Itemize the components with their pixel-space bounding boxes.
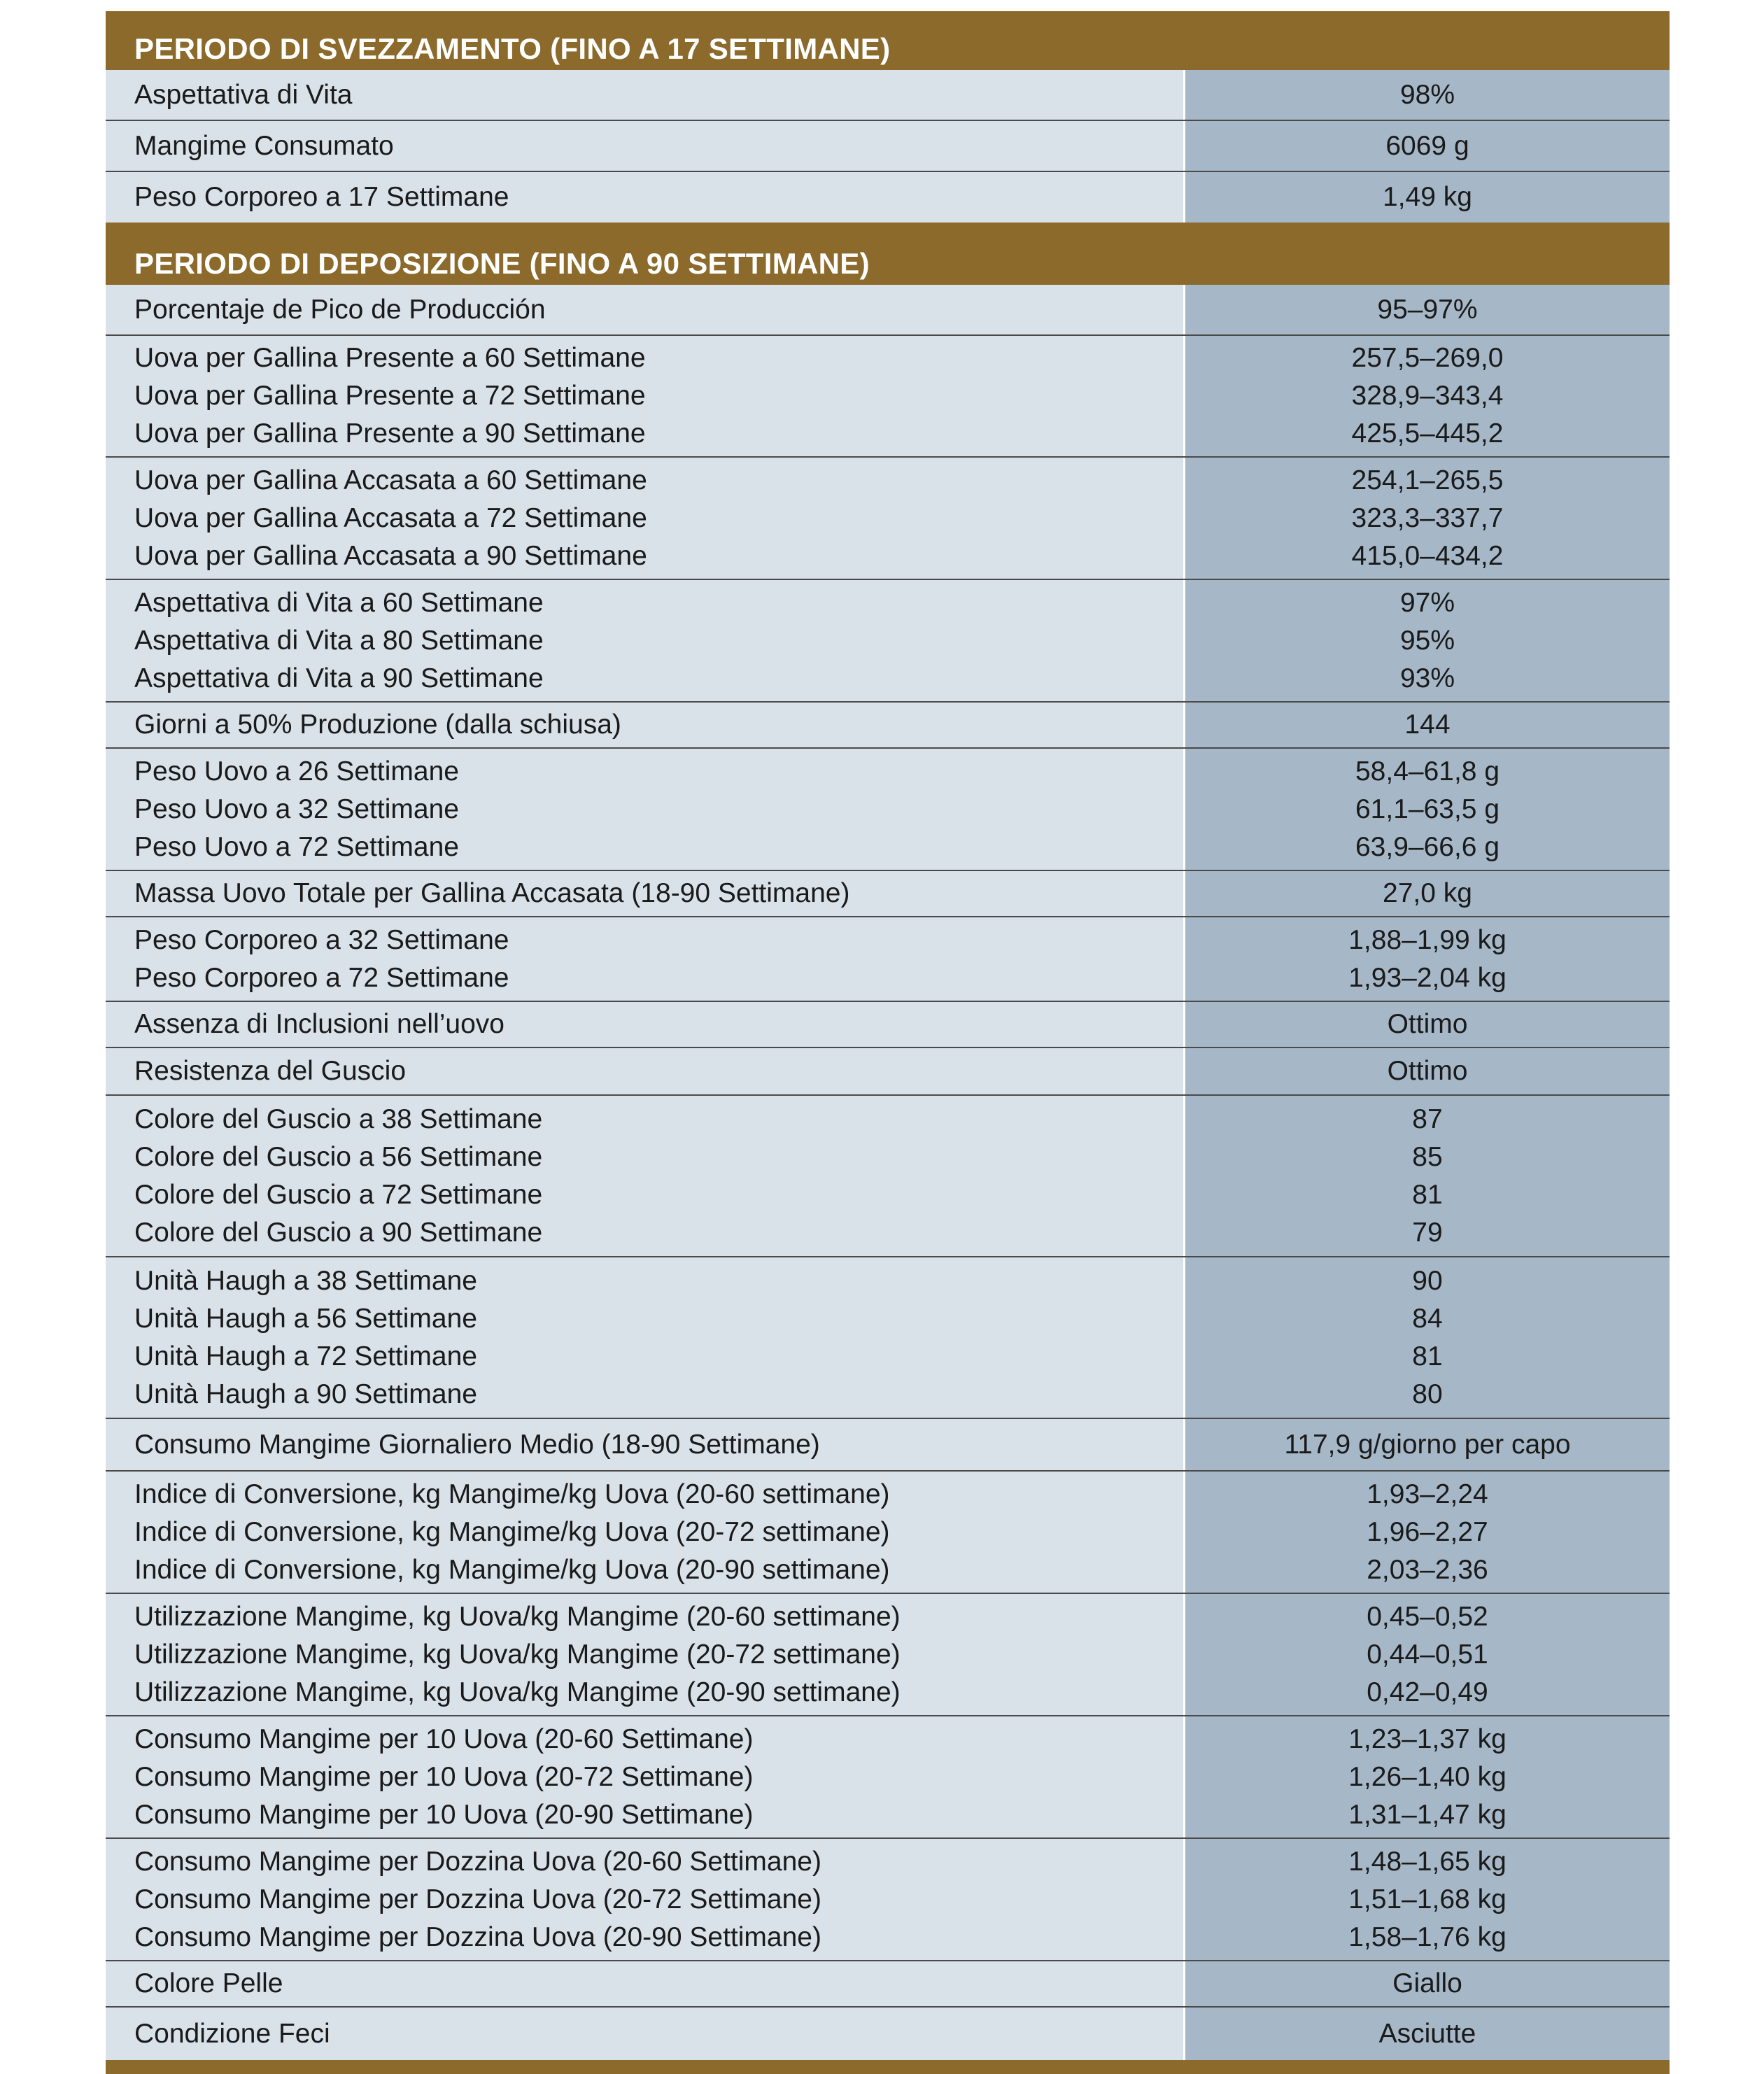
row-value-cell (1185, 1257, 1670, 1418)
row-label-cell (106, 1002, 1185, 1047)
row-label-cell (106, 121, 1185, 171)
row-value: 1,23–1,37 kg (1348, 1723, 1507, 1754)
table-row (106, 1961, 1670, 2008)
row-value-cell (1185, 917, 1670, 1001)
row-value: 1,48–1,65 kg (1348, 1846, 1507, 1877)
row-value: 63,9–66,6 g (1355, 831, 1500, 862)
table-row (106, 336, 1670, 458)
row-label: Indice di Conversione, kg Mangime/kg Uova (20-90 settimane) (134, 1554, 890, 1585)
row-value: 117,9 g/giorno per capo (1284, 1429, 1571, 1460)
row-value: 1,26–1,40 kg (1348, 1761, 1507, 1792)
row-label: Unità Haugh a 90 Settimane (134, 1378, 477, 1409)
row-value: 81 (1412, 1341, 1443, 1371)
row-value: 2,03–2,36 (1367, 1554, 1488, 1585)
row-value-cell (1185, 1419, 1670, 1470)
row-value-cell (1185, 172, 1670, 223)
row-label-cell (106, 580, 1185, 701)
row-label: Peso Corporeo a 32 Settimane (134, 924, 509, 955)
row-value: 61,1–63,5 g (1355, 793, 1500, 824)
row-label-cell (106, 285, 1185, 334)
section-header: PERIODO DI DEPOSIZIONE (FINO A 90 SETTIMANE) (106, 223, 1670, 285)
row-value: 79 (1412, 1217, 1443, 1248)
row-value-cell (1185, 70, 1670, 120)
row-value: 95–97% (1377, 294, 1478, 325)
row-label: Utilizzazione Mangime, kg Uova/kg Mangime (20-90 settimane) (134, 1677, 901, 1707)
row-label: Aspettativa di Vita a 90 Settimane (134, 663, 544, 693)
row-label: Consumo Mangime per Dozzina Uova (20-72 Settimane) (134, 1884, 821, 1914)
row-value: 1,93–2,04 kg (1348, 962, 1507, 993)
row-label: Peso Uovo a 26 Settimane (134, 756, 459, 786)
table-row (106, 1257, 1670, 1419)
table-row (106, 285, 1670, 336)
row-label: Utilizzazione Mangime, kg Uova/kg Mangime (20-60 settimane) (134, 1601, 901, 1632)
row-value: 27,0 kg (1383, 878, 1472, 908)
row-value-cell (1185, 580, 1670, 701)
row-label: Colore del Guscio a 90 Settimane (134, 1217, 543, 1248)
row-value-cell (1185, 1048, 1670, 1094)
table-row (106, 1839, 1670, 1961)
row-value: 1,96–2,27 (1367, 1516, 1488, 1547)
row-label: Consumo Mangime per 10 Uova (20-90 Settimane) (134, 1799, 754, 1830)
row-value-cell (1185, 1961, 1670, 2006)
table-row (106, 1472, 1670, 1594)
row-label: Condizione Feci (134, 2018, 330, 2049)
row-value: 0,42–0,49 (1367, 1677, 1488, 1707)
row-value: Asciutte (1378, 2018, 1476, 2049)
row-value-cell (1185, 749, 1670, 870)
row-label: Uova per Gallina Accasata a 90 Settimane (134, 540, 647, 571)
row-label: Peso Uovo a 72 Settimane (134, 831, 459, 862)
row-value: 1,88–1,99 kg (1348, 924, 1507, 955)
row-label-cell (106, 1048, 1185, 1094)
row-value: 0,45–0,52 (1367, 1601, 1488, 1632)
row-label: Consumo Mangime per 10 Uova (20-72 Settimane) (134, 1761, 754, 1792)
row-value-cell (1185, 285, 1670, 334)
row-value-cell (1185, 1716, 1670, 1837)
section-header: PERIODO DI SVEZZAMENTO (FINO A 17 SETTIMANE) (106, 11, 1670, 70)
row-label: Uova per Gallina Presente a 90 Settimane (134, 418, 646, 449)
row-label-cell (106, 871, 1185, 916)
row-label-cell (106, 1961, 1185, 2006)
row-value: 98% (1399, 79, 1455, 110)
row-value-cell (1185, 1002, 1670, 1047)
row-label: Colore del Guscio a 38 Settimane (134, 1103, 543, 1134)
table-row (106, 1048, 1670, 1096)
row-label: Utilizzazione Mangime, kg Uova/kg Mangime (20-72 settimane) (134, 1639, 901, 1670)
row-label: Aspettativa di Vita (134, 79, 353, 110)
row-value: 85 (1412, 1141, 1443, 1172)
row-value: 425,5–445,2 (1351, 418, 1504, 449)
table-row (106, 1419, 1670, 1472)
row-label: Peso Uovo a 32 Settimane (134, 793, 459, 824)
row-value-cell (1185, 871, 1670, 916)
row-label-cell (106, 749, 1185, 870)
row-value: 328,9–343,4 (1351, 381, 1504, 411)
table-row (106, 917, 1670, 1002)
row-value: 84 (1412, 1303, 1443, 1334)
row-label: Consumo Mangime Giornaliero Medio (18-90 Settimane) (134, 1429, 820, 1460)
row-label: Mangime Consumato (134, 130, 394, 161)
row-label: Massa Uovo Totale per Gallina Accasata (18-90 Settimane) (134, 878, 850, 908)
row-label: Aspettativa di Vita a 60 Settimane (134, 587, 544, 618)
table-row (106, 580, 1670, 703)
row-value: 1,49 kg (1383, 182, 1472, 212)
row-value: 95% (1399, 625, 1455, 656)
table-row (106, 703, 1670, 749)
row-label: Consumo Mangime per Dozzina Uova (20-90 Settimane) (134, 1921, 821, 1952)
row-value: 80 (1412, 1378, 1443, 1409)
row-label-cell (106, 70, 1185, 120)
row-value: 1,51–1,68 kg (1348, 1884, 1507, 1914)
table-row (106, 172, 1670, 223)
row-label-cell (106, 703, 1185, 747)
row-value-cell (1185, 1839, 1670, 1960)
row-value: 81 (1412, 1179, 1443, 1210)
row-value-cell (1185, 703, 1670, 747)
row-label-cell (106, 172, 1185, 223)
row-value: 90 (1412, 1265, 1443, 1296)
row-label: Consumo Mangime per Dozzina Uova (20-60 Settimane) (134, 1846, 821, 1877)
row-label: Unità Haugh a 72 Settimane (134, 1341, 477, 1371)
row-label-cell (106, 336, 1185, 456)
table-row (106, 121, 1670, 172)
row-value: Ottimo (1387, 1009, 1468, 1039)
row-label: Uova per Gallina Accasata a 72 Settimane (134, 502, 647, 533)
row-label-cell (106, 1594, 1185, 1715)
row-value-cell (1185, 458, 1670, 579)
row-value: 1,58–1,76 kg (1348, 1921, 1507, 1952)
section-rows (106, 285, 1670, 2060)
row-label: Peso Corporeo a 72 Settimane (134, 962, 509, 993)
row-label: Colore Pelle (134, 1968, 283, 1998)
row-value: 0,44–0,51 (1367, 1639, 1488, 1670)
row-label: Porcentaje de Pico de Producción (134, 294, 546, 325)
table-row (106, 458, 1670, 580)
row-label-cell (106, 1419, 1185, 1470)
row-label: Indice di Conversione, kg Mangime/kg Uova (20-72 settimane) (134, 1516, 890, 1547)
row-value: 1,93–2,24 (1367, 1479, 1488, 1509)
row-value: 257,5–269,0 (1351, 343, 1504, 373)
row-value: 323,3–337,7 (1351, 502, 1504, 533)
row-value-cell (1185, 336, 1670, 456)
row-value-cell (1185, 1096, 1670, 1256)
row-label: Consumo Mangime per 10 Uova (20-60 Settimane) (134, 1723, 754, 1754)
row-label: Unità Haugh a 38 Settimane (134, 1265, 477, 1296)
row-value: 254,1–265,5 (1351, 465, 1504, 495)
row-label-cell (106, 1716, 1185, 1837)
row-value: Ottimo (1387, 1056, 1468, 1086)
table-row (106, 1002, 1670, 1048)
row-value: 87 (1412, 1103, 1443, 1134)
table-row (106, 1096, 1670, 1257)
row-value: Giallo (1392, 1968, 1462, 1998)
performance-spec-table (106, 11, 1670, 2074)
row-value: 97% (1399, 587, 1455, 618)
row-value: 58,4–61,8 g (1355, 756, 1500, 786)
table-row (106, 1594, 1670, 1716)
row-value: 6069 g (1385, 130, 1469, 161)
row-label: Peso Corporeo a 17 Settimane (134, 182, 509, 212)
row-label-cell (106, 1096, 1185, 1256)
row-label-cell (106, 1257, 1185, 1418)
row-value-cell (1185, 121, 1670, 171)
row-label: Uova per Gallina Presente a 60 Settimane (134, 343, 646, 373)
row-value-cell (1185, 1594, 1670, 1715)
row-label: Giorni a 50% Produzione (dalla schiusa) (134, 710, 621, 740)
row-label-cell (106, 2008, 1185, 2060)
row-label: Assenza di Inclusioni nell’uovo (134, 1009, 504, 1039)
row-label: Colore del Guscio a 72 Settimane (134, 1179, 543, 1210)
row-label-cell (106, 917, 1185, 1001)
row-label: Uova per Gallina Accasata a 60 Settimane (134, 465, 647, 495)
row-value-cell (1185, 1472, 1670, 1593)
row-value: 1,31–1,47 kg (1348, 1799, 1507, 1830)
row-label: Indice di Conversione, kg Mangime/kg Uova (20-60 settimane) (134, 1479, 890, 1509)
row-value-cell (1185, 2008, 1670, 2060)
row-label-cell (106, 1472, 1185, 1593)
bottom-border-bar (106, 2060, 1670, 2074)
table-row (106, 2008, 1670, 2060)
row-value: 415,0–434,2 (1351, 540, 1504, 571)
row-label: Aspettativa di Vita a 80 Settimane (134, 625, 544, 656)
table-row (106, 749, 1670, 871)
row-label: Unità Haugh a 56 Settimane (134, 1303, 477, 1334)
row-label-cell (106, 1839, 1185, 1960)
table-row (106, 871, 1670, 917)
section-rows (106, 70, 1670, 223)
row-label: Colore del Guscio a 56 Settimane (134, 1141, 543, 1172)
row-label: Uova per Gallina Presente a 72 Settimane (134, 381, 646, 411)
row-value: 144 (1404, 710, 1451, 740)
row-label: Resistenza del Guscio (134, 1056, 407, 1086)
row-label-cell (106, 458, 1185, 579)
table-row (106, 1716, 1670, 1839)
table-row (106, 70, 1670, 121)
row-value: 93% (1399, 663, 1455, 693)
